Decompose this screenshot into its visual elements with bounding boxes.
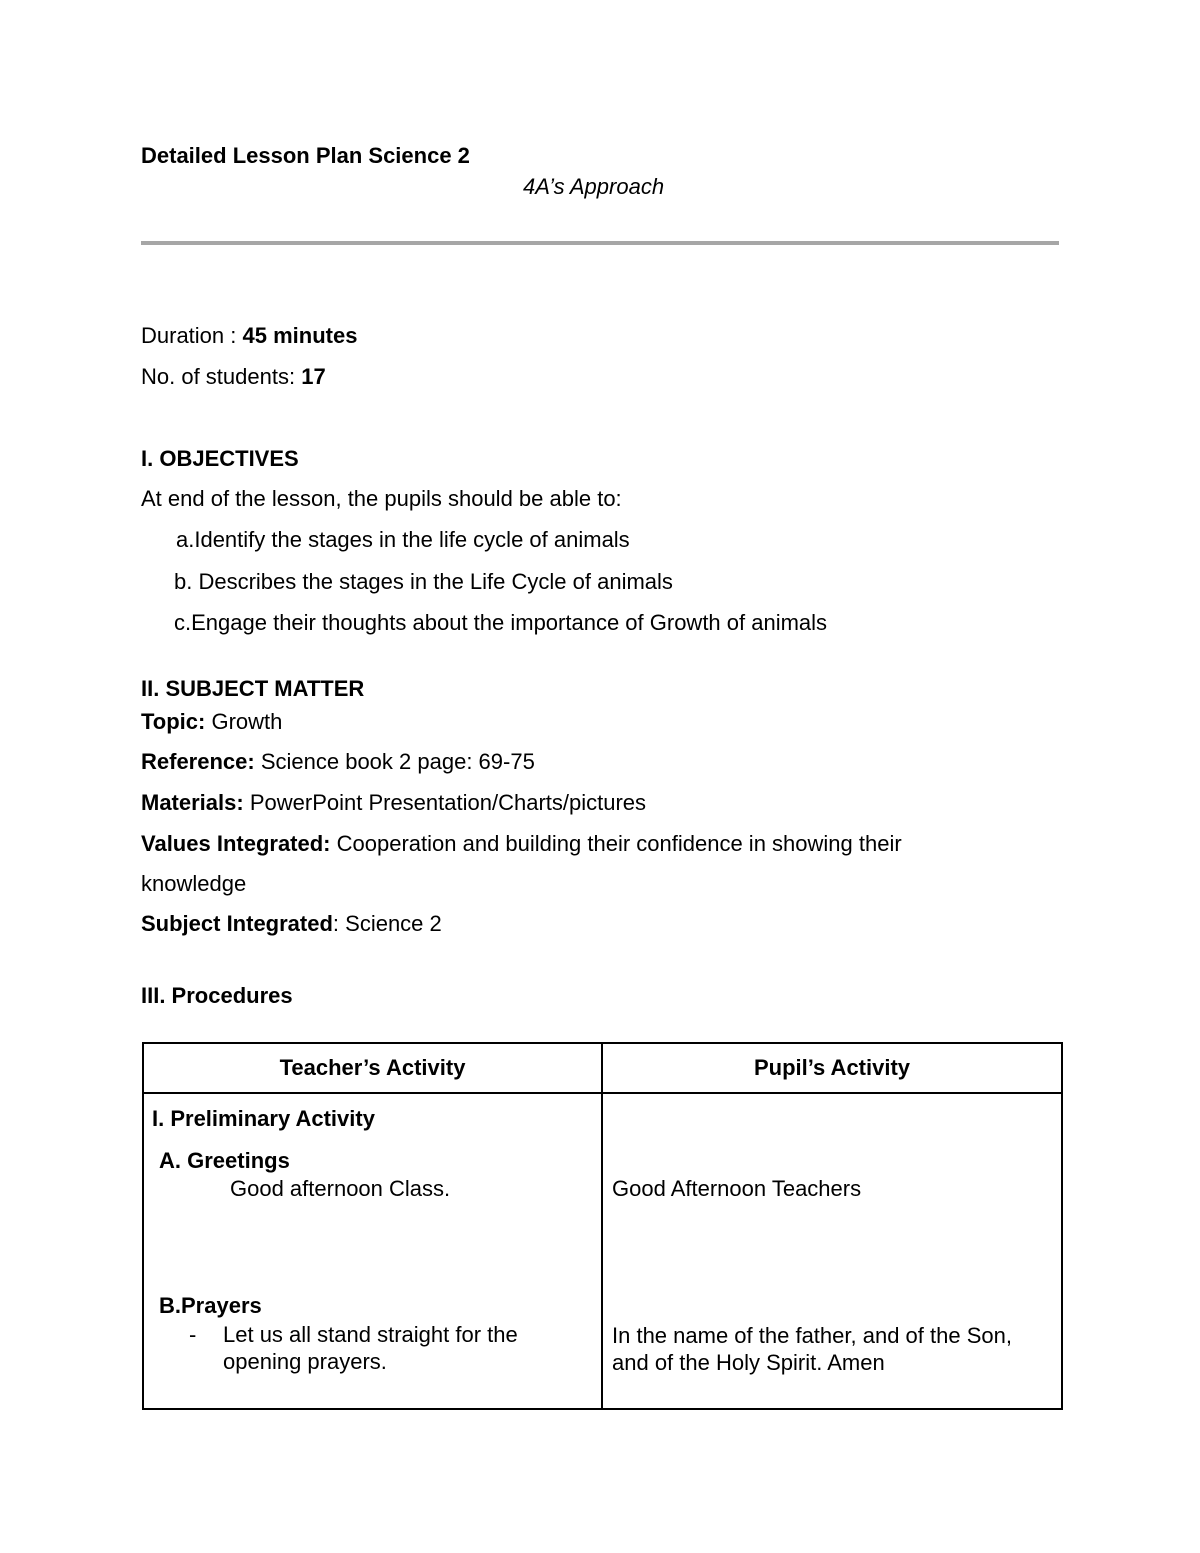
procedures-heading: III. Procedures (141, 983, 293, 1008)
document-subtitle: 4A’s Approach (523, 174, 665, 199)
objectives-heading: I. OBJECTIVES (141, 446, 299, 471)
table-row (143, 1093, 1062, 1409)
duration-label: Duration : (141, 323, 243, 348)
subject-integrated-line (141, 911, 442, 937)
greetings-pupil-text: Good Afternoon Teachers (612, 1176, 862, 1201)
reference-value: Science book 2 page: 69-75 (254, 749, 535, 774)
reference-label: Reference: (141, 749, 255, 774)
pupil-activity-cell (602, 1093, 1062, 1409)
teacher-activity-cell (143, 1093, 602, 1409)
document-title: Detailed Lesson Plan Science 2 (141, 143, 470, 168)
values-label: Values Integrated: (141, 831, 331, 856)
objective-item-c: c.Engage their thoughts about the importance of Growth of animals (174, 610, 828, 635)
values-line (141, 831, 902, 857)
header-divider (141, 241, 1059, 245)
materials-line (141, 790, 646, 816)
values-line-cont: knowledge (141, 871, 247, 896)
table-header-row (143, 1043, 1062, 1093)
values-value: Cooperation and building their confidence in showing their (330, 831, 902, 856)
subject-integrated-value: : Science 2 (332, 911, 442, 936)
prayers-teacher-line-1: Let us all stand straight for the (223, 1322, 518, 1347)
objective-item-b: b. Describes the stages in the Life Cycle of animals (174, 569, 673, 594)
objectives-intro: At end of the lesson, the pupils should be able to: (141, 486, 622, 511)
topic-line (141, 709, 282, 735)
students-label: No. of students: (141, 364, 302, 389)
objective-item-a: a.Identify the stages in the life cycle of animals (176, 527, 630, 552)
greetings-teacher-text: Good afternoon Class. (230, 1176, 451, 1201)
duration-line (141, 323, 357, 349)
prayers-heading: B.Prayers (159, 1293, 262, 1318)
greetings-heading: A. Greetings (159, 1148, 290, 1173)
teacher-activity-header: Teacher’s Activity (143, 1043, 602, 1093)
prayers-teacher-line-2: opening prayers. (223, 1349, 387, 1374)
pupil-activity-header: Pupil’s Activity (602, 1043, 1062, 1093)
preliminary-activity-heading: I. Preliminary Activity (152, 1106, 375, 1131)
prayers-pupil-line-2: and of the Holy Spirit. Amen (612, 1350, 885, 1375)
materials-label: Materials: (141, 790, 244, 815)
topic-label: Topic: (141, 709, 206, 734)
prayers-pupil-line-1: In the name of the father, and of the Son, (612, 1323, 1012, 1348)
subject-matter-heading: II. SUBJECT MATTER (141, 676, 365, 701)
duration-value: 45 minutes (242, 323, 358, 348)
students-value: 17 (301, 364, 326, 389)
topic-value: Growth (205, 709, 283, 734)
reference-line (141, 749, 535, 775)
students-line (141, 364, 326, 390)
procedures-table (142, 1042, 1063, 1410)
prayers-dash: - (189, 1322, 197, 1347)
subject-integrated-label: Subject Integrated (141, 911, 333, 936)
materials-value: PowerPoint Presentation/Charts/pictures (243, 790, 647, 815)
